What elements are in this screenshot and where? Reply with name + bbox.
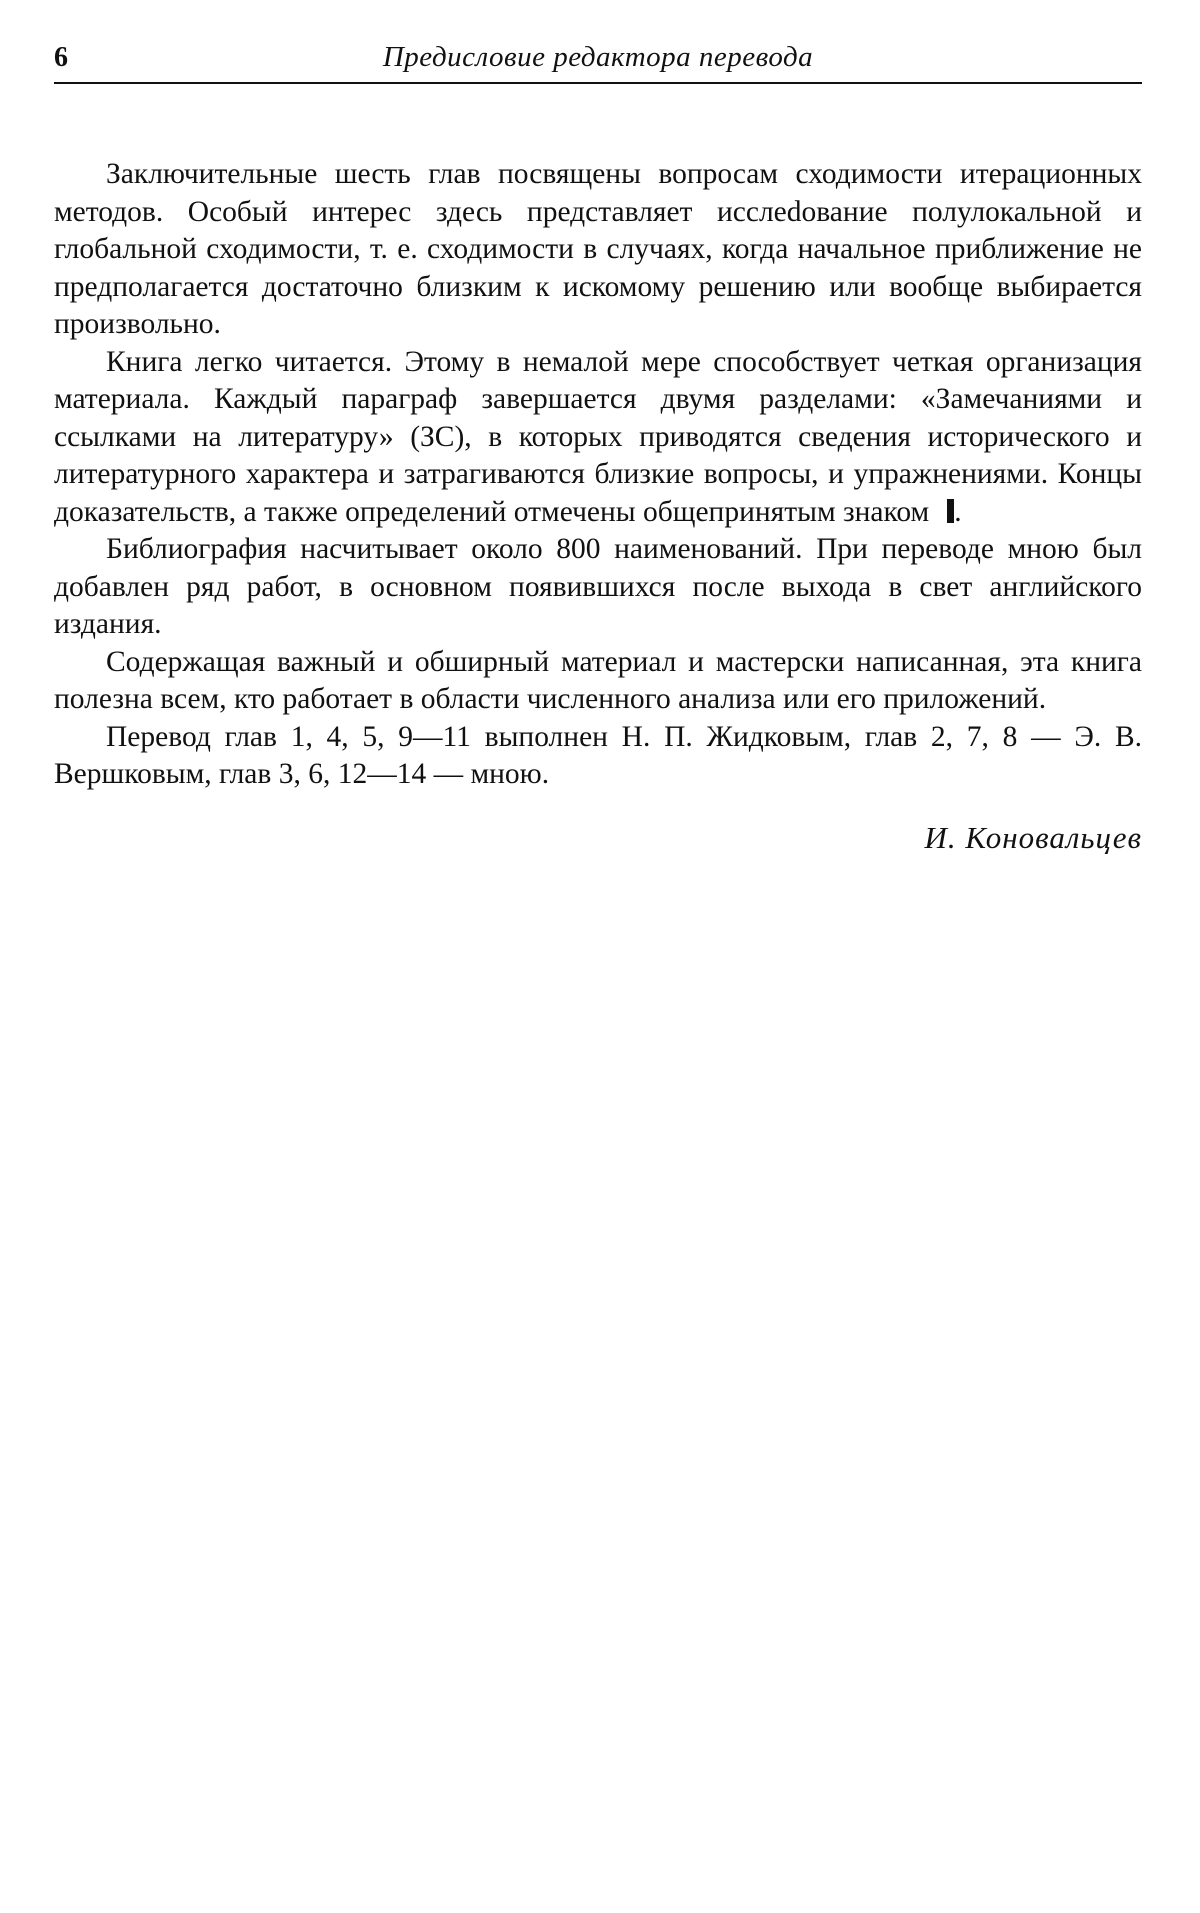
- book-page: [54, 38, 1142, 856]
- page-number: 6: [54, 42, 68, 73]
- paragraph-organization: Книга легко читается. Этому в немалой мере способствует четкая организация материала. Каждый параграф завершается двумя разделами: «Замечаниями и ссылками на литературу» (ЗС), в которых приводятся сведения исторического и литературного характера и затрагиваются близкие вопросы, и упражнениями. Концы доказательств, а также определений отмечены общепринятым знаком .: [54, 345, 1142, 528]
- running-head: [54, 38, 1142, 78]
- paragraph-translators: Перевод глав 1, 4, 5, 9—11 выполнен Н. П. Жидковым, глав 2, 7, 8 — Э. В. Вершковым, глав 3, 6, 12—14 — мною.: [54, 720, 1142, 790]
- body-text: [54, 156, 1142, 794]
- editor-signature: И. Коновальцев: [924, 819, 1142, 855]
- end-mark-period: .: [954, 495, 962, 528]
- header-rule: [54, 82, 1142, 84]
- running-title: Предисловие редактора перевода: [382, 41, 814, 73]
- paragraph-bibliography: Библиография насчитывает около 800 наименований. При переводе мною был добавлен ряд работ, в основном появившихся после выхода в свет английского издания.: [54, 533, 1142, 640]
- paragraph-summary: Содержащая важный и обширный материал и мастерски написанная, эта книга полезна всем, кто работает в области численного анализа или его приложений.: [54, 645, 1142, 715]
- paragraph-convergence: Заключительные шесть глав посвящены вопросам сходимости итерационных методов. Особый интерес здесь представляет исслеdование полулокальной и глобальной сходимости, т. е. сходимости в случаях, когда начальное приближение не предполагается достаточно близким к искомому решению или вообще выбирается произвольно.: [54, 158, 1142, 340]
